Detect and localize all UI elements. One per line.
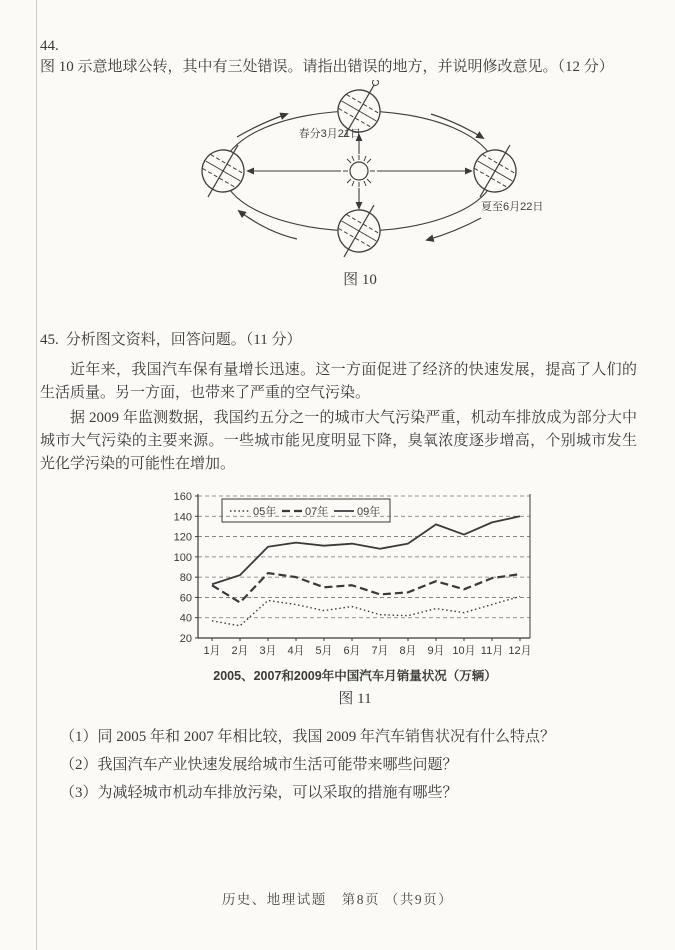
x-tick-label: 1月: [203, 645, 221, 657]
x-tick-label: 5月: [315, 645, 333, 657]
car-sales-line-chart: [162, 486, 548, 662]
scan-margin-line: [36, 0, 37, 950]
sub-question-2: （2）我国汽车产业快速发展给城市生活可能带来哪些问题？: [60, 757, 458, 773]
question-45-number: 45.: [40, 332, 59, 348]
x-tick-label: 11月: [480, 645, 504, 657]
y-tick-label: 60: [179, 592, 192, 605]
y-tick-label: 120: [173, 531, 192, 544]
earth-revolution-diagram: [125, 80, 595, 268]
y-tick-label: 140: [173, 511, 192, 524]
question-45-paragraph-1: 近年来，我国汽车保有量增长迅速。这一方面促进了经济的快速发展，提高了人们的生活质量。另一方面，也带来了严重的空气污染。: [40, 362, 637, 401]
figure-11-caption: 图 11: [338, 691, 372, 707]
sub-question-1: （1）同 2005 年和 2007 年相比较，我国 2009 年汽车销售状况有什么特点？: [60, 729, 556, 745]
axis-top-mark: [371, 80, 379, 87]
sub-questions: [40, 723, 637, 807]
earth-left-position: [190, 135, 256, 208]
sun-icon: [343, 155, 375, 187]
legend-label-07年: 07年: [305, 506, 329, 518]
orbit-arrow-top-left: [237, 114, 287, 137]
series-line-09年: [212, 516, 520, 584]
question-45-text: 分析图文资料，回答问题。（11 分）: [65, 332, 302, 348]
y-tick-label: 100: [173, 551, 192, 564]
x-tick-label: 10月: [452, 645, 476, 657]
legend-label-05年: 05年: [253, 506, 277, 518]
summer-solstice-label: 夏至6月22日: [481, 201, 544, 213]
sub-question-3: （3）为减轻城市机动车排放污染，可以采取的措施有哪些？: [60, 785, 458, 801]
x-tick-label: 4月: [287, 645, 305, 657]
y-tick-label: 160: [173, 491, 192, 503]
x-tick-label: 6月: [343, 645, 361, 657]
question-45: [40, 330, 637, 351]
figure-11: [162, 486, 548, 709]
orbit-arrow-top-right: [431, 114, 483, 138]
page-footer: 历史、地理试题 第8页 （共9页）: [221, 892, 454, 907]
question-44-number: 44.: [40, 38, 59, 54]
x-tick-label: 12月: [508, 645, 532, 657]
question-45-paragraph-2: 据 2009 年监测数据，我国约五分之一的城市大气污染严重，机动车排放成为部分大中城市大气污染的主要来源。一些城市能见度明显下降，臭氧浓度逐步增高，个别城市发生光化学污染的可能性在增加。: [40, 410, 637, 472]
series-line-05年: [212, 596, 520, 625]
spring-equinox-label: 春分3月21日: [298, 128, 361, 140]
x-tick-label: 8月: [399, 645, 417, 657]
earth-right-position: [462, 135, 528, 208]
question-44-text: 图 10 示意地球公转，其中有三处错误。请指出错误的地方，并说明修改意见。（12 分）: [40, 59, 614, 75]
y-tick-label: 40: [179, 612, 192, 625]
figure-10-caption: 图 10: [343, 272, 377, 288]
x-tick-label: 9月: [427, 645, 445, 657]
x-tick-label: 2月: [231, 645, 249, 657]
figure-10: [125, 80, 595, 290]
chart-title: 2005、2007和2009年中国汽车月销量状况（万辆）: [213, 669, 497, 683]
y-tick-label: 20: [179, 633, 192, 645]
x-tick-label: 3月: [259, 645, 277, 657]
y-tick-label: 80: [179, 572, 192, 585]
legend-label-09年: 09年: [357, 506, 381, 518]
question-44: [40, 36, 637, 78]
x-tick-label: 7月: [371, 645, 389, 657]
